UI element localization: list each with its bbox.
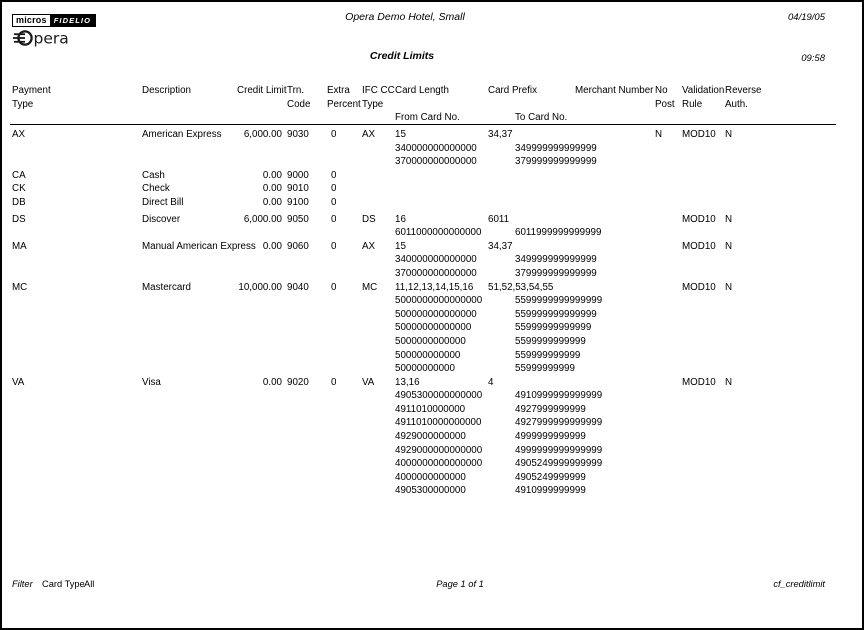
col-card-length: Card Length — [395, 85, 449, 96]
cell-to-card-no: 559999999999 — [515, 349, 581, 361]
cell-to-card-no: 4910999999999999 — [515, 390, 603, 402]
cell-to-card-no: 349999999999999 — [515, 254, 597, 266]
cell-to-card-no: 4905249999999 — [515, 471, 586, 483]
cell-reverse-auth — [725, 196, 862, 210]
cell-ifc-cc-type: AX — [362, 129, 376, 140]
cell-to-card-no: 4999999999999999 — [515, 444, 603, 456]
table-row — [2, 376, 862, 498]
table-header-line-3 — [2, 111, 862, 125]
cell-credit-limit: 0.00 — [262, 376, 282, 388]
cell-to-card-no: 4927999999999999 — [515, 417, 603, 429]
cell-from-card-no: 4905300000000 — [395, 485, 466, 497]
cell-payment-type: CK — [12, 183, 26, 195]
cell-from-card-no: 340000000000000 — [395, 254, 477, 266]
col-no-post: No — [655, 85, 668, 96]
cell-credit-limit: 0.00 — [262, 183, 282, 195]
cell-reverse-auth: N — [725, 376, 733, 388]
cell-merchant-number — [575, 128, 655, 142]
table-row-main — [2, 128, 862, 142]
cell-reverse-auth: N — [725, 213, 733, 225]
cell-description: Visa — [142, 376, 161, 388]
cell-credit-limit: 0.00 — [262, 169, 282, 181]
cell-credit-limit: 6,000.00 — [243, 129, 282, 140]
col-description: Description — [142, 85, 192, 96]
col-validation-rule-l2: Rule — [682, 98, 703, 110]
table-header-line-1 — [2, 84, 862, 98]
card-range-line — [2, 155, 862, 169]
cell-trn-code: 9020 — [287, 376, 309, 388]
col-extra-percent-l2: Percent — [327, 98, 361, 110]
col-validation-rule: Validation — [682, 85, 725, 96]
cell-no-post — [655, 196, 682, 210]
cell-merchant-number — [575, 281, 655, 295]
card-range-line — [2, 321, 862, 335]
cell-from-card-no: 370000000000000 — [395, 156, 477, 168]
cell-merchant-number — [575, 376, 655, 390]
card-range-line — [2, 294, 862, 308]
cell-payment-type: DS — [12, 213, 26, 225]
cell-card-length: 13,16 — [395, 376, 420, 388]
table-row — [2, 169, 862, 183]
cell-to-card-no: 4910999999999 — [515, 485, 586, 497]
cell-card-prefix: 4 — [488, 376, 494, 388]
cell-reverse-auth: N — [725, 240, 733, 252]
cell-from-card-no: 5000000000000000 — [395, 295, 483, 307]
cell-validation-rule: MOD10 — [682, 240, 716, 252]
cell-to-card-no: 55999999999 — [515, 363, 575, 375]
cell-to-card-no: 4927999999999 — [515, 403, 586, 415]
cell-no-post — [655, 240, 682, 254]
col-credit-limit: Credit Limit — [237, 85, 287, 96]
cell-from-card-no: 5000000000000 — [395, 335, 466, 347]
table-row-main — [2, 196, 862, 210]
cell-description: Discover — [142, 213, 181, 225]
table-row-main — [2, 182, 862, 196]
table-row — [2, 281, 862, 376]
cell-to-card-no: 559999999999999 — [515, 308, 597, 320]
cell-from-card-no: 370000000000000 — [395, 267, 477, 279]
cell-trn-code: 9100 — [287, 196, 309, 208]
cell-reverse-auth — [725, 169, 862, 183]
cell-from-card-no: 50000000000 — [395, 363, 455, 375]
cell-card-length: 15 — [395, 240, 406, 252]
cell-ifc-cc-type: DS — [362, 213, 376, 225]
table-row — [2, 196, 862, 210]
cell-extra-percent: 0 — [331, 196, 337, 208]
cell-from-card-no: 4905300000000000 — [395, 390, 483, 402]
cell-to-card-no: 349999999999999 — [515, 142, 597, 154]
cell-extra-percent: 0 — [331, 183, 337, 195]
cell-credit-limit: 10,000.00 — [238, 281, 282, 293]
cell-extra-percent: 0 — [331, 213, 337, 225]
report-date: 04/19/05 — [788, 12, 825, 23]
cell-validation-rule: MOD10 — [682, 281, 716, 293]
cell-description: Cash — [142, 169, 165, 181]
filter-value: All — [84, 579, 95, 589]
cell-trn-code: 9040 — [287, 281, 309, 293]
report-time: 09:58 — [801, 53, 825, 64]
cell-merchant-number — [575, 169, 655, 183]
cell-from-card-no: 4929000000000000 — [395, 444, 483, 456]
cell-card-length: 16 — [395, 213, 406, 225]
cell-description: Mastercard — [142, 281, 191, 293]
cell-ifc-cc-type: AX — [362, 240, 376, 252]
cell-card-prefix: 51,52,53,54,55 — [488, 281, 554, 293]
cell-validation-rule — [682, 196, 725, 210]
cell-merchant-number — [575, 182, 655, 196]
cell-no-post — [655, 169, 682, 183]
cell-no-post — [655, 213, 682, 227]
col-payment-type: Payment — [12, 85, 51, 96]
micros-fidelio-logo — [12, 14, 96, 27]
table-row-main — [2, 169, 862, 183]
cell-card-length: 15 — [395, 129, 406, 140]
table-row — [2, 128, 862, 169]
cell-from-card-no: 4911010000000 — [395, 403, 466, 415]
cell-credit-limit: 6,000.00 — [243, 213, 282, 225]
cell-card-prefix — [488, 182, 515, 196]
card-range-line — [2, 444, 862, 458]
table-header-line-2 — [2, 98, 862, 112]
cell-merchant-number — [575, 213, 655, 227]
col-reverse-auth-l2: Auth. — [725, 98, 748, 110]
cell-from-card-no: 4000000000000 — [395, 471, 466, 483]
report-title: Credit Limits — [369, 50, 435, 62]
table-row-main — [2, 213, 862, 227]
cell-credit-limit: 0.00 — [262, 240, 282, 252]
table-row-main — [2, 240, 862, 254]
card-range-line — [2, 416, 862, 430]
card-range-line — [2, 349, 862, 363]
col-trn-code: Trn. — [287, 85, 305, 96]
cell-to-card-no: 6011999999999999 — [515, 227, 602, 239]
cell-to-card-no: 379999999999999 — [515, 267, 597, 279]
cell-from-card-no: 4000000000000000 — [395, 458, 483, 470]
cell-from-card-no: 500000000000000 — [395, 308, 477, 320]
cell-to-card-no: 4999999999999 — [515, 431, 586, 443]
opera-logo-text: pera — [33, 29, 69, 48]
cell-ifc-cc-type — [362, 182, 395, 196]
cell-credit-limit: 0.00 — [262, 196, 282, 208]
cell-to-card-no: 55999999999999 — [515, 322, 592, 334]
cell-trn-code: 9060 — [287, 240, 309, 252]
cell-extra-percent: 0 — [331, 169, 337, 181]
col-reverse-auth: Reverse — [725, 85, 762, 96]
cell-payment-type: VA — [12, 376, 25, 388]
cell-description: Check — [142, 183, 170, 195]
card-range-line — [2, 471, 862, 485]
filter-name: Card Type — [42, 579, 85, 589]
cell-validation-rule — [682, 169, 725, 183]
cell-no-post — [655, 376, 682, 390]
cell-description: Direct Bill — [142, 196, 184, 208]
cell-card-prefix: 34,37 — [488, 129, 513, 140]
col-from-card-no: From Card No. — [395, 112, 460, 123]
cell-merchant-number — [575, 240, 655, 254]
card-range-line — [2, 335, 862, 349]
cell-card-length — [395, 182, 488, 196]
cell-ifc-cc-type — [362, 196, 395, 210]
table-row — [2, 213, 862, 240]
cell-no-post — [655, 182, 682, 196]
card-range-line — [2, 253, 862, 267]
filter-label: Filter — [12, 579, 33, 589]
col-extra-percent: Extra — [327, 85, 350, 96]
cell-extra-percent: 0 — [331, 129, 337, 140]
hotel-name: Opera Demo Hotel, Small — [345, 11, 465, 23]
cell-validation-rule: MOD10 — [682, 213, 716, 225]
table-row — [2, 182, 862, 196]
card-range-line — [2, 226, 862, 240]
table-row-main — [2, 281, 862, 295]
card-range-line — [2, 267, 862, 281]
cell-validation-rule — [682, 182, 725, 196]
cell-card-prefix — [488, 196, 515, 210]
col-to-card-no: To Card No. — [515, 112, 568, 123]
card-range-line — [2, 362, 862, 376]
cell-from-card-no: 4929000000000 — [395, 431, 466, 443]
cell-trn-code: 9000 — [287, 169, 309, 181]
cell-from-card-no: 4911010000000000 — [395, 417, 482, 429]
cell-extra-percent: 0 — [331, 376, 337, 388]
col-ifc-cc-type-l2: Type — [362, 98, 384, 110]
cell-trn-code: 9030 — [287, 129, 309, 140]
cell-reverse-auth — [725, 182, 862, 196]
cell-payment-type: AX — [12, 129, 26, 140]
col-card-prefix: Card Prefix — [488, 85, 537, 96]
cell-card-prefix: 34,37 — [488, 240, 513, 252]
cell-trn-code: 9050 — [287, 213, 309, 225]
col-ifc-cc-type: IFC CC — [362, 85, 395, 96]
cell-ifc-cc-type — [362, 169, 395, 183]
cell-reverse-auth: N — [725, 281, 733, 293]
cell-card-prefix — [488, 169, 515, 183]
cell-no-post: N — [655, 129, 663, 140]
cell-merchant-number — [575, 196, 655, 210]
page-number: Page 1 of 1 — [436, 579, 484, 589]
cell-description: Manual American Express — [142, 240, 256, 252]
report-id: cf_creditlimit — [773, 579, 825, 589]
opera-logo — [14, 28, 72, 52]
cell-payment-type: MC — [12, 281, 28, 293]
card-range-line — [2, 484, 862, 498]
cell-trn-code: 9010 — [287, 183, 309, 195]
cell-from-card-no: 6011000000000000 — [395, 227, 482, 239]
cell-payment-type: MA — [12, 240, 27, 252]
cell-to-card-no: 5599999999999999 — [515, 295, 603, 307]
cell-from-card-no: 50000000000000 — [395, 322, 472, 334]
cell-card-length — [395, 169, 488, 183]
cell-validation-rule: MOD10 — [682, 129, 716, 140]
cell-reverse-auth: N — [725, 129, 733, 140]
cell-validation-rule: MOD10 — [682, 376, 716, 388]
col-no-post-l2: Post — [655, 98, 675, 110]
table-header-rule — [10, 124, 836, 125]
cell-payment-type: CA — [12, 169, 26, 181]
col-trn-code-l2: Code — [287, 98, 311, 110]
table-header — [2, 84, 862, 125]
card-range-line — [2, 403, 862, 417]
cell-ifc-cc-type: VA — [362, 376, 375, 388]
micros-logo-text: micros — [13, 15, 50, 26]
fidelio-logo-text: FIDELIO — [50, 15, 95, 26]
cell-card-prefix: 6011 — [488, 213, 510, 225]
col-merchant-number: Merchant Number — [575, 85, 654, 96]
cell-payment-type: DB — [12, 196, 26, 208]
cell-ifc-cc-type: MC — [362, 281, 378, 293]
cell-card-length — [395, 196, 488, 210]
cell-to-card-no: 379999999999999 — [515, 156, 597, 168]
table-row — [2, 240, 862, 281]
card-range-line — [2, 457, 862, 471]
cell-to-card-no: 5599999999999 — [515, 335, 586, 347]
cell-from-card-no: 500000000000 — [395, 349, 461, 361]
card-range-line — [2, 142, 862, 156]
cell-card-length: 11,12,13,14,15,16 — [395, 281, 474, 293]
cell-description: American Express — [142, 129, 222, 140]
cell-no-post — [655, 281, 682, 295]
card-range-line — [2, 308, 862, 322]
card-range-line — [2, 430, 862, 444]
cell-to-card-no: 4905249999999999 — [515, 458, 603, 470]
card-range-line — [2, 389, 862, 403]
col-payment-type-l2: Type — [12, 98, 34, 110]
table-row-main — [2, 376, 862, 390]
cell-extra-percent: 0 — [331, 281, 337, 293]
table-body — [2, 126, 862, 498]
cell-from-card-no: 340000000000000 — [395, 142, 477, 154]
cell-extra-percent: 0 — [331, 240, 337, 252]
